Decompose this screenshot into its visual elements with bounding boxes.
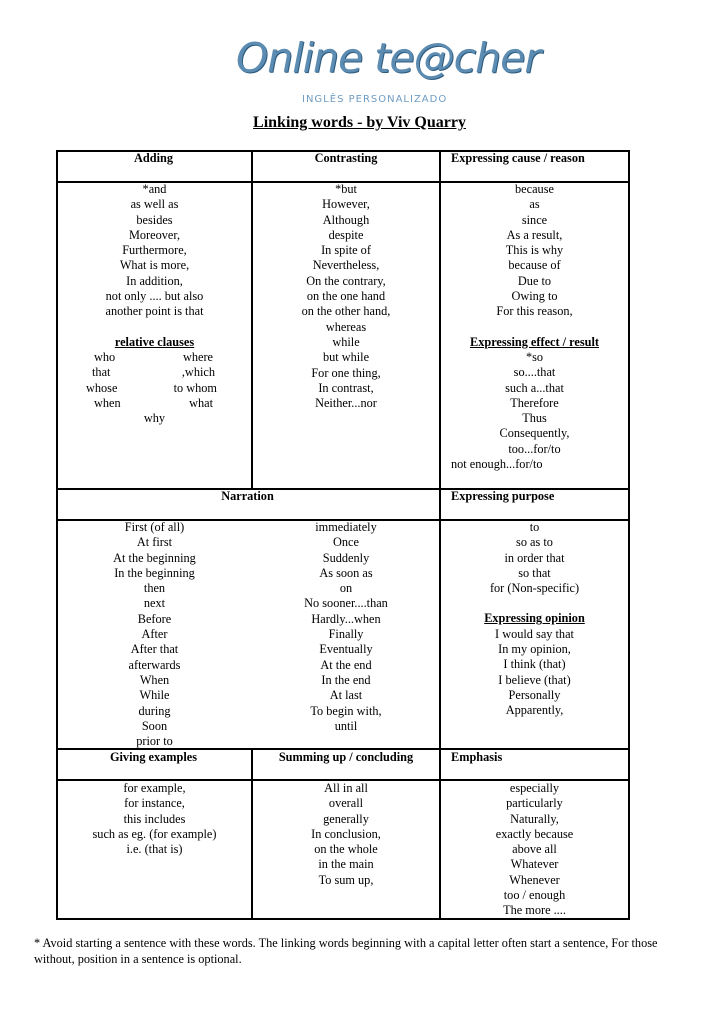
list-item: such a...that [505,380,564,395]
list-item: in the main [318,857,374,872]
list-item: overall [328,796,364,811]
list-item: Hardly...when [311,611,381,626]
list-item: *and [142,182,167,196]
list-item: To sum up, [318,872,374,887]
list-item: when [94,395,121,410]
list-item: on the one hand [306,289,386,304]
list-item: to [529,520,540,534]
list-item: especially [509,781,560,795]
list-item: Once [333,535,359,550]
list-item: The more .... [503,903,566,918]
list-item: so as to [516,535,553,550]
list-item: Consequently, [499,426,570,441]
list-item: not only .... but also [105,289,204,304]
list-item: For one thing, [311,365,381,380]
purpose-opinion-list [441,520,628,719]
narration-header: Narration [221,489,274,503]
list-item: No sooner....than [304,596,388,611]
list-item: For this reason, [496,304,573,319]
list-item: prior to [136,734,173,749]
list-item: In the beginning [114,565,195,580]
list-item: too...for/to [508,441,561,456]
list-item: generally [323,811,369,826]
opinion-header: Expressing opinion [484,611,585,626]
list-item: another point is that [105,304,204,319]
logo-wordmark: Online te@cher [236,34,541,82]
list-item: for example, [123,781,186,795]
list-item: so....that [513,365,556,380]
list-item: While [139,688,170,703]
list-item: for instance, [124,796,185,811]
list-item: Eventually [319,642,373,657]
logo [236,34,541,110]
list-item: during [138,703,171,718]
list-item: Suddenly [322,550,370,565]
adding-header: Adding [134,151,173,165]
list-item: in order that [504,550,565,565]
list-item: where [182,349,213,364]
list-item: while [332,334,360,349]
list-item: as [529,197,540,212]
list-item: At the beginning [113,550,196,565]
list-item: *but [335,182,357,196]
list-item: In the end [321,672,371,687]
list-item: *so [525,349,544,364]
list-item: such as eg. (for example) [92,826,217,841]
list-item: I think (that) [503,657,566,672]
list-item: exactly because [495,826,574,841]
list-item: to whom [173,380,217,395]
list-item: on the whole [314,842,378,857]
list-item: next [143,596,166,611]
list-item: ,which [181,365,215,380]
list-item: I would say that [495,626,574,641]
list-item: until [334,718,358,733]
list-item: afterwards [128,657,181,672]
list-item: Although [322,212,370,227]
list-item: whose [86,380,118,395]
list-item: since [521,212,548,227]
list-item: First (of all) [124,520,185,534]
list-item: As a result, [506,227,563,242]
list-item: Whatever [510,857,559,872]
list-item: Thus [522,411,547,426]
list-item: despite [328,227,364,242]
examples-list [58,781,251,857]
list-item: Before [137,611,172,626]
effect-header: Expressing effect / result [470,334,599,349]
page-title: Linking words - by Viv Quarry [253,114,466,131]
summing-header: Summing up / concluding [278,750,414,764]
list-item: This is why [505,243,564,258]
list-item: on the other hand, [301,304,391,319]
list-item: At the end [320,657,372,672]
list-item: on [339,581,353,596]
list-item: All in all [324,781,368,795]
list-item: immediately [315,520,377,534]
contrasting-header: Contrasting [314,151,378,165]
list-item: particularly [506,796,563,811]
emphasis-list [441,781,628,919]
cause-header: Expressing cause / reason [451,151,585,165]
logo-tagline: INGLÊS PERSONALIZADO [302,94,448,105]
narration-list-1 [58,520,251,749]
list-item: not enough...for/to [451,457,543,472]
list-item: besides [136,212,173,227]
relative-clauses-header: relative clauses [114,334,195,349]
list-item: for (Non-specific) [489,581,580,596]
list-item: After [141,627,168,642]
list-item: When [139,672,170,687]
list-item: However, [322,197,370,212]
list-item: Personally [508,687,561,702]
list-item: Whenever [509,872,560,887]
summing-list [253,781,439,888]
list-item: too / enough [503,888,566,903]
list-item: because [515,182,554,196]
list-item: On the contrary, [306,273,386,288]
list-item: I believe (that) [498,672,571,687]
list-item: whereas [325,319,367,334]
list-item: Soon [141,718,168,733]
adding-list [58,182,251,426]
list-item: Apparently, [505,703,564,718]
list-item: above all [512,842,557,857]
list-item: Neither...nor [315,396,377,411]
list-item: To begin with, [310,703,382,718]
contrasting-list [253,182,439,411]
list-item: who [94,349,116,364]
list-item: then [143,581,166,596]
list-item: In conclusion, [311,826,381,841]
list-item: In contrast, [318,380,374,395]
relative-clauses-list [58,350,251,411]
list-item: but while [322,350,370,365]
purpose-header: Expressing purpose [451,489,555,503]
list-item: as well as [130,197,179,212]
list-item: In addition, [126,273,183,288]
list-item: Nevertheless, [312,258,380,273]
list-item: because of [508,258,561,273]
list-item: Naturally, [510,811,559,826]
list-item: Therefore [510,395,559,410]
list-item: At last [329,688,363,703]
list-item: what [189,395,213,410]
list-item: As soon as [319,565,373,580]
narration-list-2 [253,520,439,734]
list-item: i.e. (that is) [126,842,183,857]
list-item: Moreover, [128,227,181,242]
list-item: this includes [123,811,186,826]
list-item: What is more, [119,258,190,273]
list-item: so that [518,565,551,580]
footnote: * Avoid starting a sentence with these words. The linking words beginning with a capital letter often start a sentence, For those without, position in a sentence is optional. [34,936,658,966]
list-item: Owing to [511,289,558,304]
list-item: After that [130,642,179,657]
list-item: Furthermore, [122,243,187,258]
list-item: In my opinion, [498,642,571,657]
list-item: At first [136,535,173,550]
list-item: In spite of [321,243,371,258]
list-item: Due to [517,273,552,288]
cause-effect-list [441,182,628,472]
examples-header: Giving examples [109,750,198,764]
emphasis-header: Emphasis [451,750,503,764]
linking-words-table [56,150,630,920]
list-item: that [92,365,111,380]
list-item: why [143,411,166,426]
list-item: Finally [328,627,364,642]
